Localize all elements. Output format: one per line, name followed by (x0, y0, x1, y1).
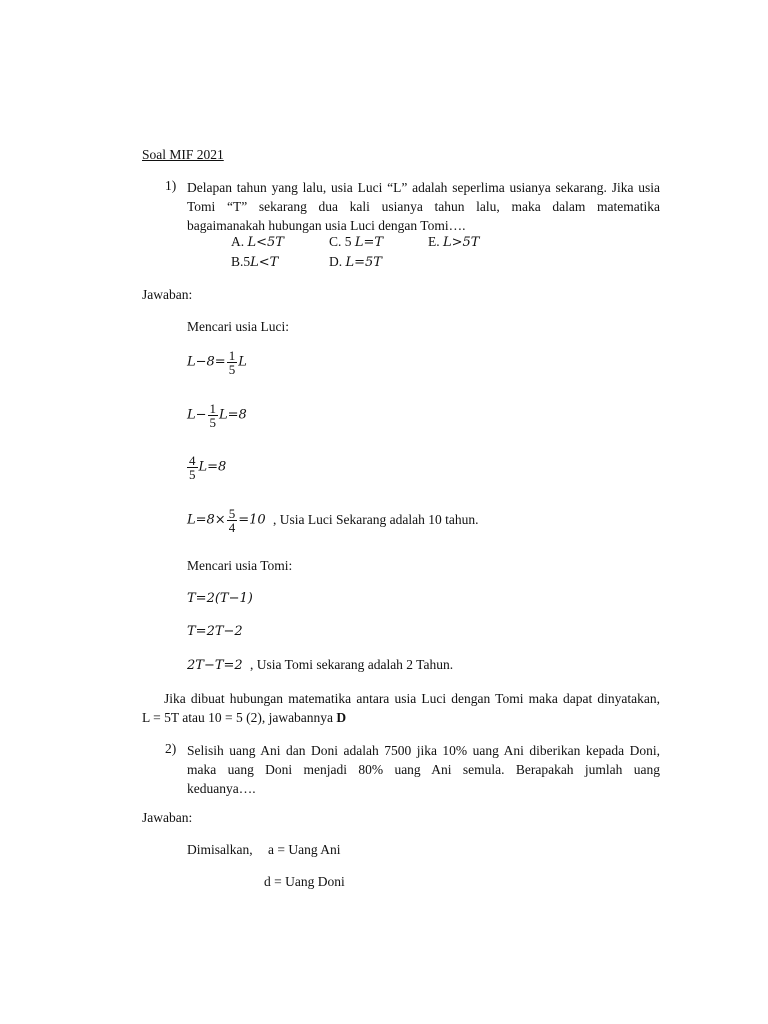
question-1-number: 1) (165, 178, 177, 193)
question-1-line-3: bagaimanakah hubungan usia Luci dengan Tomi…. (187, 218, 466, 233)
fraction-denominator: 4 (228, 520, 236, 535)
luci-eq1-right: L (238, 354, 247, 370)
tomi-equation-1: T=2(T−1) (187, 591, 253, 606)
option-e (428, 234, 479, 250)
fraction-denominator: 5 (209, 415, 217, 430)
conclusion-paragraph (142, 689, 660, 727)
luci-eq2-right: L=8 (219, 407, 247, 423)
luci-eq4-right: =10 (238, 512, 266, 528)
fraction-one-fifth (227, 349, 238, 376)
conclusion-line-2 (142, 708, 660, 727)
tomi-equation-3 (187, 657, 453, 673)
fraction-four-fifths (187, 454, 198, 481)
option-c (329, 234, 383, 250)
fraction-denominator: 5 (228, 362, 236, 377)
option-c-expression: L=T (354, 235, 384, 250)
luci-equation-2 (187, 402, 247, 429)
luci-eq4-left: L=8× (187, 512, 226, 528)
conclusion-line-1: Jika dibuat hubungan matematika antara usia Luci dengan Tomi maka dapat dinyatakan, (164, 691, 660, 706)
option-b-expression: L<T (250, 255, 279, 270)
option-a-label: A. (231, 234, 245, 249)
answer-2-label: Jawaban: (142, 810, 193, 825)
luci-equation-4 (187, 507, 478, 534)
option-e-expression: L>5T (443, 235, 480, 250)
fraction-numerator: 1 (228, 348, 236, 363)
luci-eq3-right: L=8 (198, 459, 227, 475)
question-2-line-2: maka uang Doni menjadi 80% uang Ani semula. Berapakah jumlah uang (187, 762, 660, 777)
answer-1-label: Jawaban: (142, 287, 193, 302)
tomi-result-note: , Usia Tomi sekarang adalah 2 Tahun. (250, 657, 454, 672)
variable-d-definition: d = Uang Doni (264, 874, 345, 889)
fraction-numerator: 5 (228, 506, 236, 521)
option-b (231, 254, 278, 270)
tomi-heading: Mencari usia Tomi: (187, 558, 293, 573)
fraction-five-fourths (227, 507, 238, 534)
luci-equation-1 (187, 349, 247, 376)
variable-a-definition: a = Uang Ani (268, 842, 341, 857)
option-d-expression: L=5T (345, 255, 382, 270)
question-2-number: 2) (165, 741, 177, 756)
conclusion-line-2-text: L = 5T atau 10 = 5 (2), jawabannya (142, 710, 337, 725)
question-2-text (187, 741, 660, 798)
option-a (231, 234, 284, 250)
tomi-eq3-expression: 2T−T=2 (187, 658, 243, 673)
luci-equation-3 (186, 454, 226, 481)
dimisalkan-label: Dimisalkan, (187, 842, 253, 857)
question-1-line-2: Tomi “T” sekarang dua kali usianya tahun lalu, maka dalam matematika (187, 199, 660, 214)
fraction-one-fifth (208, 402, 219, 429)
question-2-line-1: Selisih uang Ani dan Doni adalah 7500 jika 10% uang Ani diberikan kepada Doni, (187, 743, 660, 758)
page-title: Soal MIF 2021 (142, 147, 224, 162)
fraction-numerator: 4 (189, 453, 196, 468)
option-d-label: D. (329, 254, 343, 269)
conclusion-answer: D (336, 710, 347, 725)
question-1-line-1: Delapan tahun yang lalu, usia Luci “L” adalah seperlima usianya sekarang. Jika usia (187, 180, 660, 195)
fraction-denominator: 5 (189, 467, 196, 482)
option-e-label: E. (428, 234, 440, 249)
luci-heading: Mencari usia Luci: (187, 319, 289, 334)
fraction-numerator: 1 (209, 401, 217, 416)
luci-eq1-left: L−8= (187, 354, 226, 370)
question-2-line-3: keduanya…. (187, 781, 256, 796)
option-d (329, 254, 382, 270)
tomi-equation-2: T=2T−2 (187, 624, 243, 639)
luci-eq2-left: L− (187, 407, 207, 423)
option-b-label: B.5 (231, 254, 251, 269)
question-1-text (187, 178, 660, 235)
luci-result-note: , Usia Luci Sekarang adalah 10 tahun. (273, 511, 479, 527)
option-a-expression: L<5T (247, 235, 284, 250)
option-c-label: C. 5 (329, 234, 352, 249)
